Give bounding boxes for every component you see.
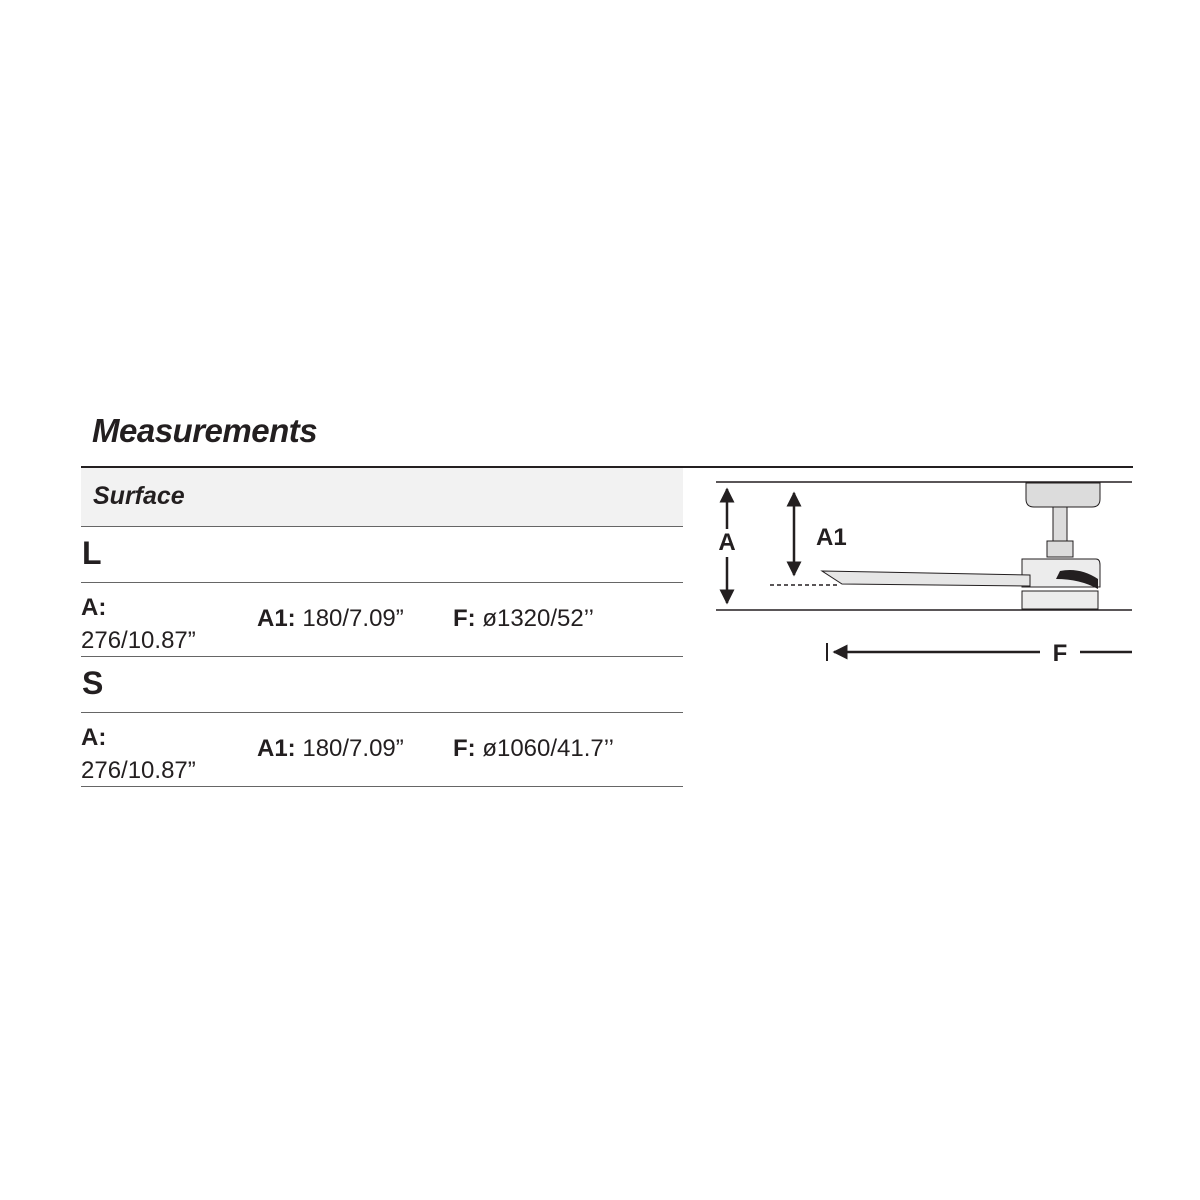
measure-a-label: A: [81, 724, 107, 751]
measure-f-value: ø1320/52’’ [482, 605, 594, 632]
measure-a [81, 721, 196, 787]
fan-dimension-diagram [700, 455, 1140, 675]
model-row-l [81, 583, 683, 657]
fan-coupler [1047, 541, 1073, 557]
measure-a1 [257, 735, 404, 763]
measure-f-label: F: [453, 605, 476, 632]
measure-a [81, 591, 196, 657]
dimension-f-label: F [1052, 640, 1068, 667]
section-header [81, 468, 683, 527]
model-header-l [81, 527, 683, 583]
page-title: Measurements [92, 412, 318, 449]
model-name: S [82, 665, 104, 701]
fan-downrod [1053, 507, 1067, 541]
measure-a-label: A: [81, 594, 107, 621]
measure-a1-label: A1: [257, 605, 296, 632]
measure-a1 [257, 605, 404, 633]
fan-blade [822, 571, 1030, 586]
measure-a-value: 276/10.87” [81, 757, 196, 784]
measure-f [453, 735, 614, 763]
dimension-a1-label: A1 [816, 524, 847, 551]
dimension-a-label: A [718, 529, 736, 556]
measure-a-value: 276/10.87” [81, 627, 196, 654]
model-row-s [81, 713, 683, 787]
measure-f-value: ø1060/41.7’’ [482, 735, 614, 762]
section-label: Surface [93, 482, 185, 510]
model-name: L [82, 535, 102, 571]
model-header-s [81, 657, 683, 713]
measure-a1-value: 180/7.09” [302, 735, 404, 762]
measure-a1-value: 180/7.09” [302, 605, 404, 632]
measure-f [453, 605, 594, 633]
measure-a1-label: A1: [257, 735, 296, 762]
fan-canopy [1026, 483, 1100, 507]
measure-f-label: F: [453, 735, 476, 762]
fan-light-housing [1022, 591, 1098, 609]
